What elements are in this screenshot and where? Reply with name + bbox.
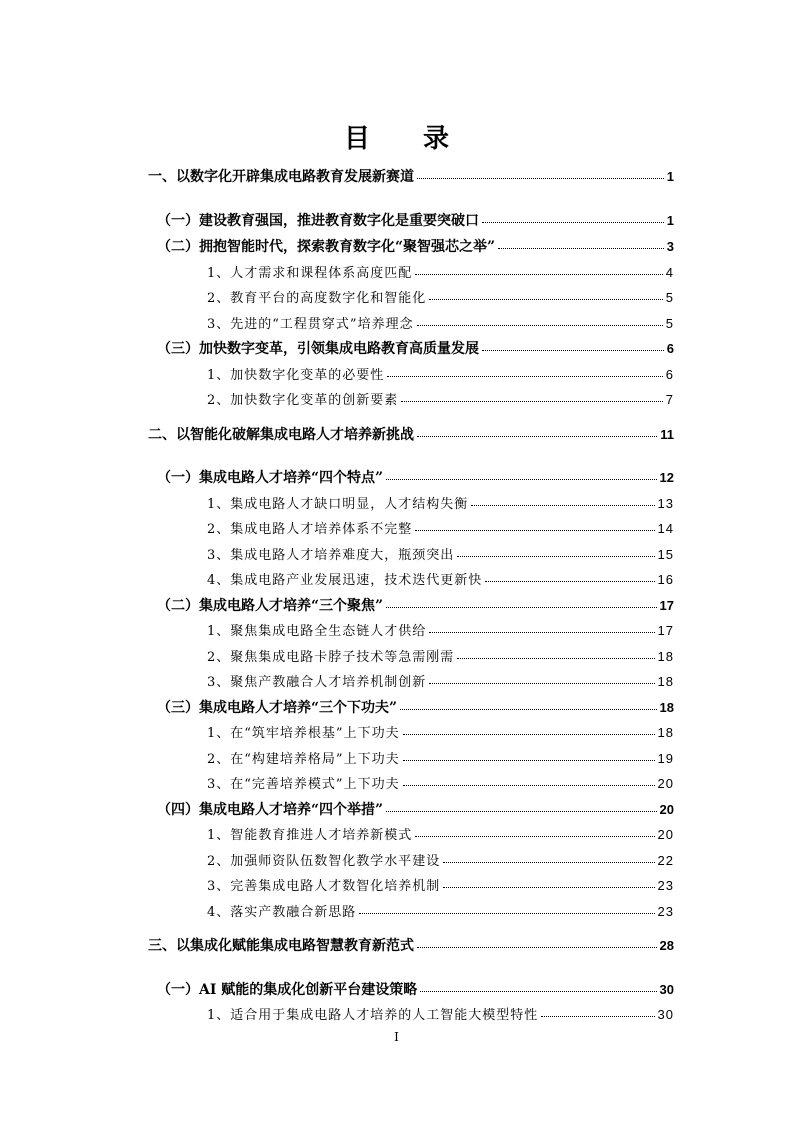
toc-entry[interactable] [207, 646, 674, 666]
toc-page-number: 13 [657, 496, 674, 511]
page-footer-number: I [394, 1030, 399, 1044]
toc-entry[interactable] [207, 850, 674, 870]
toc-entry[interactable] [157, 467, 674, 487]
toc-page-number: 20 [657, 776, 674, 791]
toc-entry-text: 3、聚焦产教融合人才培养机制创新 [207, 675, 427, 690]
toc-page-number: 17 [657, 623, 674, 638]
toc-page-number: 23 [657, 904, 674, 919]
toc-page-number: 5 [665, 290, 674, 305]
dot-leader [457, 546, 654, 557]
toc-entry-text: 二、以智能化破解集成电路人才培养新挑战 [148, 427, 414, 443]
toc-page-number: 11 [660, 427, 674, 442]
toc-page-number: 20 [657, 827, 674, 842]
dot-leader [415, 264, 662, 275]
toc-entry-text: 1、智能教育推进人才培养新模式 [207, 828, 413, 843]
toc-page-number: 3 [666, 239, 674, 254]
toc-page-number: 4 [665, 265, 674, 280]
toc-entry-text: 3、在“完善培养模式”上下功夫 [207, 777, 400, 792]
dot-leader [471, 495, 654, 506]
toc-entry-text: （二）集成电路人才培养“三个聚焦” [157, 598, 384, 614]
toc-entry-text: 2、集成电路人才培养体系不完整 [207, 522, 413, 537]
toc-page-number: 18 [659, 700, 674, 715]
dot-leader [417, 426, 657, 437]
dot-leader [429, 673, 654, 684]
toc-entry-text: 1、在“筑牢培养根基”上下功夫 [207, 726, 400, 741]
toc-entry[interactable] [148, 935, 674, 955]
toc-page-number: 1 [666, 169, 674, 184]
toc-entry[interactable] [148, 166, 674, 186]
toc-entry[interactable] [207, 569, 674, 589]
toc-page-number: 18 [657, 674, 674, 689]
toc-page-number: 1 [666, 213, 674, 228]
toc-entry[interactable] [148, 424, 674, 444]
toc-page-number: 20 [659, 802, 674, 817]
dot-leader [403, 750, 655, 761]
toc-entry-text: 一、以数字化开辟集成电路教育发展新赛道 [148, 169, 414, 185]
toc-entry[interactable] [207, 518, 674, 538]
toc-entry-text: 2、加强师资队伍数智化教学水平建设 [207, 854, 441, 869]
toc-entry-text: 2、在“构建培养格局”上下功夫 [207, 752, 400, 767]
toc-entry-text: 3、集成电路人才培养难度大，瓶颈突出 [207, 548, 455, 563]
toc-entry[interactable] [207, 671, 674, 691]
dot-leader [443, 877, 654, 888]
toc-page-number: 18 [657, 725, 674, 740]
toc-entry-text: 1、适合用于集成电路人才培养的人工智能大模型特性 [207, 1008, 539, 1023]
toc-entry-text: 3、完善集成电路人才数智化培养机制 [207, 879, 441, 894]
toc-entry[interactable] [207, 389, 674, 409]
toc-entry-text: 2、教育平台的高度数字化和智能化 [207, 291, 427, 306]
toc-entry-text: 3、先进的“工程贯穿式”培养理念 [207, 317, 414, 332]
toc-entry-text: 1、人才需求和课程体系高度匹配 [207, 266, 413, 281]
toc-entry[interactable] [207, 773, 674, 793]
page-title: 目 录 [343, 124, 472, 154]
dot-leader [403, 724, 655, 735]
toc-entry[interactable] [157, 979, 674, 999]
toc-page-number: 14 [657, 521, 674, 536]
dot-leader [443, 852, 654, 863]
dot-leader [415, 826, 654, 837]
dot-leader [420, 981, 656, 992]
toc-entry[interactable] [207, 287, 674, 307]
toc-page-number: 23 [657, 878, 674, 893]
dot-leader [485, 571, 654, 582]
toc-entry[interactable] [157, 595, 674, 615]
toc-page-number: 16 [657, 572, 674, 587]
dot-leader [387, 366, 662, 377]
dot-leader [498, 238, 664, 249]
dot-leader [403, 775, 655, 786]
dot-leader [482, 340, 664, 351]
toc-entry-text: （一）集成电路人才培养“四个特点” [157, 470, 384, 486]
toc-entry[interactable] [157, 799, 674, 819]
toc-entry-text: 三、以集成化赋能集成电路智慧教育新范式 [148, 938, 414, 954]
toc-entry[interactable] [157, 236, 674, 256]
toc-entry[interactable] [157, 210, 674, 230]
toc-page-number: 19 [657, 751, 674, 766]
dot-leader [386, 469, 656, 480]
toc-entry-text: （四）集成电路人才培养“四个举措” [157, 802, 384, 818]
toc-page-number: 28 [659, 938, 674, 953]
toc-entry[interactable] [207, 620, 674, 640]
toc-entry[interactable] [157, 338, 674, 358]
dot-leader [417, 315, 663, 326]
toc-entry-text: （一）建设教育强国，推进教育数字化是重要突破口 [157, 213, 479, 229]
toc-entry-text: （三）加快数字变革，引领集成电路教育高质量发展 [157, 341, 479, 357]
toc-entry-text: 2、加快数字化变革的创新要素 [207, 393, 399, 408]
toc-entry[interactable] [207, 364, 674, 384]
dot-leader [417, 937, 657, 948]
toc-page-number: 17 [659, 598, 674, 613]
toc-entry-text: （二）拥抱智能时代，探索教育数字化“聚智强芯之举” [157, 239, 496, 255]
toc-page-number: 5 [665, 316, 674, 331]
toc-page-number: 30 [659, 982, 674, 997]
dot-leader [415, 520, 654, 531]
toc-entry[interactable] [207, 1004, 674, 1024]
dot-leader [457, 648, 654, 659]
dot-leader [359, 903, 654, 914]
toc-entry-text: 1、聚焦集成电路全生态链人才供给 [207, 624, 427, 639]
toc-entry[interactable] [207, 722, 674, 742]
toc-entry-text: 4、落实产教融合新思路 [207, 905, 357, 920]
toc-entry[interactable] [207, 262, 674, 282]
dot-leader [386, 801, 656, 812]
toc-entry-text: 1、集成电路人才缺口明显，人才结构失衡 [207, 497, 469, 512]
toc-entry-text: 2、聚焦集成电路卡脖子技术等急需刚需 [207, 650, 455, 665]
dot-leader [429, 622, 654, 633]
dot-leader [401, 391, 662, 402]
toc-page-number: 18 [657, 649, 674, 664]
toc-page-number: 6 [666, 341, 674, 356]
toc-entry-text: （一）AI 赋能的集成化创新平台建设策略 [157, 982, 418, 998]
toc-entry[interactable] [207, 544, 674, 564]
toc-entry[interactable] [207, 901, 674, 921]
toc-entry[interactable] [207, 824, 674, 844]
toc-entry-text: 4、集成电路产业发展迅速，技术迭代更新快 [207, 573, 483, 588]
toc-entry[interactable] [207, 493, 674, 513]
dot-leader [541, 1006, 654, 1017]
toc-page-number: 15 [657, 547, 674, 562]
toc-page-number: 6 [665, 367, 674, 382]
toc-entry[interactable] [207, 313, 674, 333]
toc-entry-text: 1、加快数字化变革的必要性 [207, 368, 385, 383]
dot-leader [429, 289, 662, 300]
toc-page-number: 30 [657, 1007, 674, 1022]
toc-entry[interactable] [207, 748, 674, 768]
toc-entry[interactable] [207, 875, 674, 895]
toc-entry[interactable] [157, 697, 674, 717]
dot-leader [400, 699, 656, 710]
dot-leader [417, 168, 664, 179]
dot-leader [482, 212, 664, 223]
toc-entry-text: （三）集成电路人才培养“三个下功夫” [157, 700, 398, 716]
toc-page-number: 22 [657, 853, 674, 868]
toc-page-number: 12 [659, 470, 674, 485]
toc-page-number: 7 [665, 392, 674, 407]
dot-leader [386, 597, 656, 608]
